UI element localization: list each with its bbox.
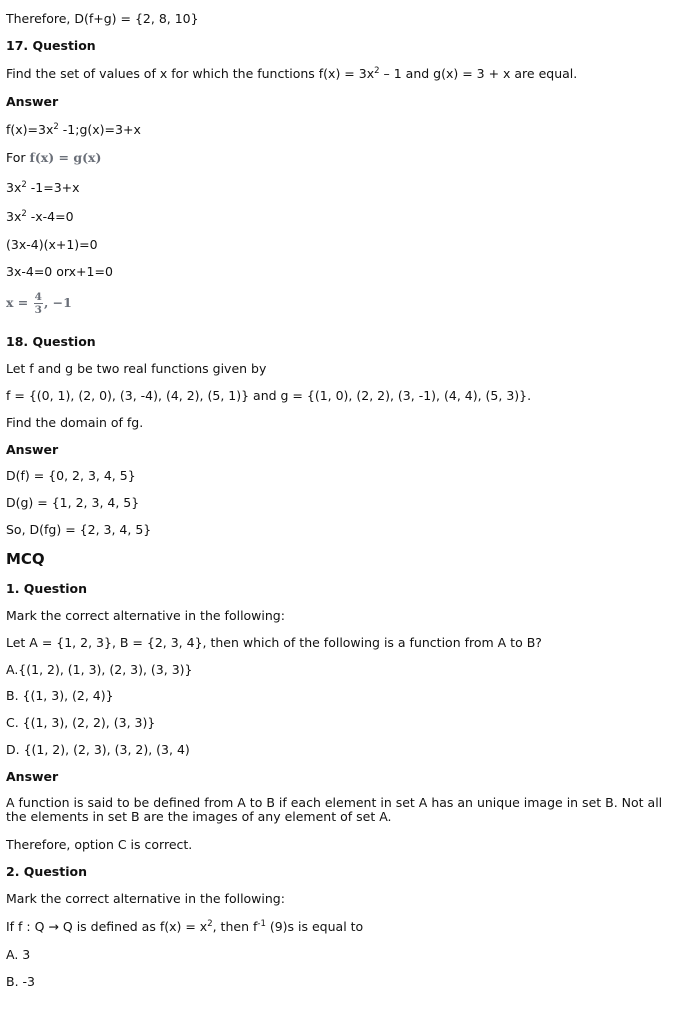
q17-equation-1: [6, 180, 80, 195]
mcq-q2-heading: 2. Question: [6, 864, 87, 879]
mcq-q2-question: [6, 919, 363, 934]
q17-for-label: For: [6, 150, 30, 165]
q18-heading: 18. Question: [6, 334, 96, 349]
q17-prompt-exponent: 2: [374, 66, 380, 76]
q18-line-1: Let f and g be two real functions given by: [6, 361, 267, 376]
mcq-q1-heading: 1. Question: [6, 581, 87, 596]
mcq-q2-option-a: A. 3: [6, 947, 31, 962]
q17-solution: [6, 290, 72, 316]
q17-def-part-a: f(x)=3x: [6, 122, 54, 137]
mcq-q2-question-part-c: (9)s is equal to: [265, 919, 364, 934]
q17-equation-4: 3x-4=0 orx+1=0: [6, 264, 113, 279]
q17-for-line: [6, 150, 101, 165]
mcq-q2-question-part-a: If f : Q → Q is defined as f(x) = x: [6, 919, 208, 934]
q17-def-part-b: -1;g(x)=3+x: [58, 122, 141, 137]
q17-solution-lhs: x =: [6, 295, 33, 310]
mcq-q2-instruction: Mark the correct alternative in the following:: [6, 891, 285, 906]
mcq-q1-option-c: C. {(1, 3), (2, 2), (3, 3)}: [6, 715, 156, 730]
q17-fraction-numerator: 4: [34, 291, 42, 303]
mcq-q1-option-d: D. {(1, 2), (2, 3), (3, 2), (3, 4): [6, 742, 190, 757]
q18-answer-domain-fg: So, D(fg) = {2, 3, 4, 5}: [6, 522, 152, 537]
mcq-q1-answer-label: Answer: [6, 769, 59, 784]
q17-solution-rhs: , −1: [43, 295, 72, 310]
mcq-q2-inverse-superscript: -1: [257, 919, 266, 929]
q17-eq2-exponent: 2: [21, 209, 27, 219]
mcq-q2-question-exponent: 2: [207, 919, 213, 929]
q18-line-3: Find the domain of fg.: [6, 415, 144, 430]
q17-solution-fraction: [34, 291, 43, 316]
q17-eq1-part-a: 3x: [6, 180, 22, 195]
mcq-q1-option-b: B. {(1, 3), (2, 4)}: [6, 688, 114, 703]
mcq-q1-conclusion: Therefore, option C is correct.: [6, 837, 193, 852]
q17-heading: 17. Question: [6, 38, 96, 53]
q17-answer-label: Answer: [6, 94, 59, 109]
q17-eq1-exponent: 2: [21, 180, 27, 190]
q18-answer-label: Answer: [6, 442, 59, 457]
q18-answer-domain-f: D(f) = {0, 2, 3, 4, 5}: [6, 468, 136, 483]
q17-def-exponent: 2: [53, 122, 59, 132]
q17-equation-2: [6, 209, 74, 224]
mcq-q2-question-part-b: , then f: [212, 919, 258, 934]
q17-eq2-part-a: 3x: [6, 209, 22, 224]
q17-prompt: [6, 66, 577, 81]
q18-line-2: f = {(0, 1), (2, 0), (3, -4), (4, 2), (5, 1)} and g = {(1, 0), (2, 2), (3, -1), (4, 4), (5, 3)}.: [6, 388, 532, 403]
q17-fraction-denominator: 3: [34, 304, 42, 316]
q17-equation-3: (3x-4)(x+1)=0: [6, 237, 98, 252]
q17-eq1-part-b: -1=3+x: [26, 180, 80, 195]
q17-eq2-part-b: -x-4=0: [26, 209, 74, 224]
mcq-q2-option-b: B. -3: [6, 974, 35, 989]
q16-conclusion: Therefore, D(f+g) = {2, 8, 10}: [6, 11, 199, 26]
mcq-q1-explanation: A function is said to be defined from A to B if each element in set A has an unique image in set B. Not all the elements in set B are the images of any element of set A.: [6, 795, 663, 824]
q17-prompt-part-b: – 1 and g(x) = 3 + x are equal.: [379, 66, 578, 81]
q18-answer-domain-g: D(g) = {1, 2, 3, 4, 5}: [6, 495, 140, 510]
q17-definitions: [6, 122, 141, 137]
q17-prompt-part-a: Find the set of values of x for which the functions f(x) = 3x: [6, 66, 375, 81]
mcq-section-title: MCQ: [6, 550, 45, 568]
mcq-q1-question: Let A = {1, 2, 3}, B = {2, 3, 4}, then which of the following is a function from A to B?: [6, 635, 542, 650]
mcq-q1-instruction: Mark the correct alternative in the following:: [6, 608, 285, 623]
q17-for-expression: f(x) = g(x): [29, 150, 102, 165]
mcq-q1-option-a: A.{(1, 2), (1, 3), (2, 3), (3, 3)}: [6, 662, 193, 677]
